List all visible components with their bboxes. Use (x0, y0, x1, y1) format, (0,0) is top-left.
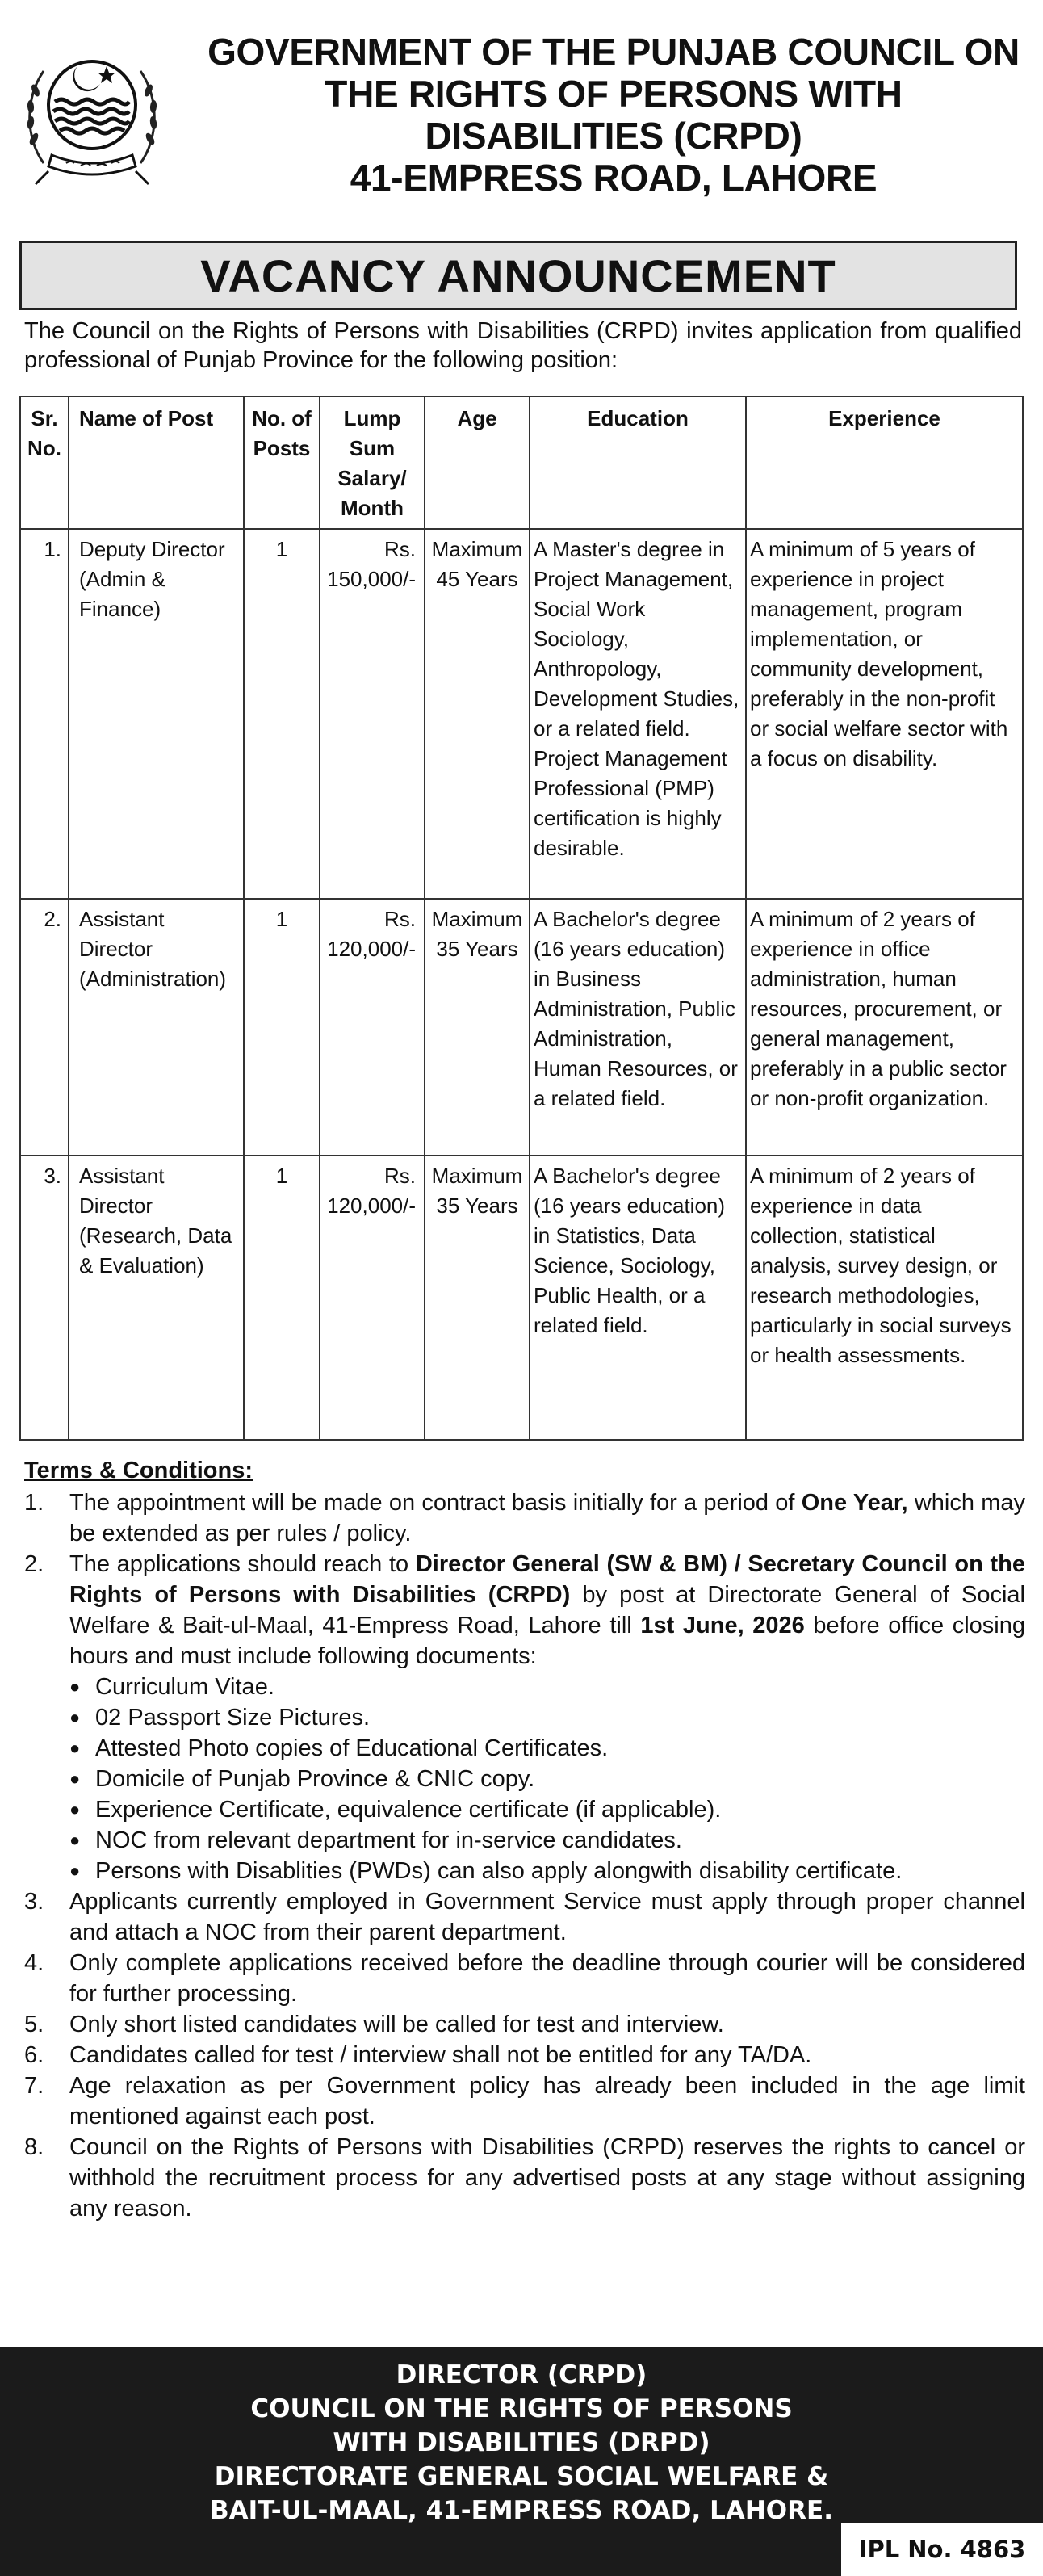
list-item-text: Attested Photo copies of Educational Certificates. (95, 1735, 609, 1761)
footer-line: WITH DISABILITIES (DRPD) (333, 2428, 710, 2457)
column-header-post: Name of Post (69, 396, 244, 529)
term-number: 3. (24, 1889, 44, 1915)
cell-experience: A minimum of 2 years of experience in office administration, human resources, procurement, or general management, preferably in a public sector or non-profit organization. (746, 899, 1023, 1156)
term-text (69, 1549, 1025, 1886)
table-header-row (20, 396, 1023, 529)
term-item (24, 2132, 1025, 2224)
header-line: 41-EMPRESS ROAD, LAHORE (350, 157, 878, 199)
bullet-icon: ● (69, 1830, 81, 1850)
list-item-text: 02 Passport Size Pictures. (95, 1705, 371, 1731)
term-text-part: before office closing hours and must include following documents: (69, 1613, 1025, 1669)
bullet-icon: ● (69, 1768, 81, 1789)
list-item-text: Experience Certificate, equivalence certificate (if applicable). (95, 1797, 722, 1823)
list-item (69, 1825, 1025, 1856)
bullet-icon: ● (69, 1707, 81, 1727)
issuer-address (0, 2358, 1043, 2528)
term-item (24, 2040, 1025, 2070)
term-item (24, 1549, 1025, 1886)
cell-salary: Rs. 150,000/- (320, 529, 425, 899)
punjab-government-emblem-icon (19, 42, 165, 187)
cell-experience: A minimum of 5 years of experience in project management, program implementation, or community development, preferably in the non-profit or social welfare sector with a focus on disability. (746, 529, 1023, 899)
cell-age: Maximum 45 Years (425, 529, 530, 899)
cell-post: Assistant Director (Administration) (69, 899, 244, 1156)
term-text-bold: Director General (SW & BM) / Secretary Council on the Rights of Persons with Disabilities (CRPD) (69, 1551, 1025, 1608)
list-item-text: Curriculum Vitae. (95, 1674, 274, 1700)
column-header-age: Age (425, 396, 530, 529)
term-text-bold: One Year, (801, 1490, 908, 1516)
cell-post: Deputy Director (Admin & Finance) (69, 529, 244, 899)
term-number: 2. (24, 1551, 44, 1577)
term-text: Age relaxation as per Government policy has already been included in the age limit mentioned against each post. (69, 2073, 1025, 2129)
term-text-bold: 1st June, 2026 (640, 1613, 805, 1638)
column-header-education: Education (530, 396, 746, 529)
cell-education: A Bachelor's degree (16 years education) in Business Administration, Public Administration, Human Resources, or a related field. (530, 899, 746, 1156)
list-item (69, 1764, 1025, 1794)
term-text: Only complete applications received before the deadline through courier will be considered for further processing. (69, 1950, 1025, 2007)
bullet-icon: ● (69, 1861, 81, 1881)
cell-salary: Rs. 120,000/- (320, 899, 425, 1156)
term-number: 8. (24, 2134, 44, 2160)
column-header-salary: Lump Sum Salary/ Month (320, 396, 425, 529)
table-row (20, 1156, 1023, 1440)
bullet-icon: ● (69, 1738, 81, 1758)
term-item (24, 2009, 1025, 2040)
column-header-posts: No. of Posts (244, 396, 320, 529)
list-item (69, 1856, 1025, 1886)
list-item (69, 1733, 1025, 1764)
terms-title: Terms & Conditions: (24, 1458, 253, 1483)
table-row (20, 529, 1023, 899)
term-text-part: The appointment will be made on contract basis initially for a period of (69, 1490, 802, 1516)
cell-age: Maximum 35 Years (425, 899, 530, 1156)
cell-sr: 3. (20, 1156, 69, 1440)
term-item (24, 1487, 1025, 1549)
cell-posts: 1 (244, 899, 320, 1156)
cell-posts: 1 (244, 529, 320, 899)
issuer-footer (0, 2347, 1043, 2576)
bullet-icon: ● (69, 1799, 81, 1819)
cell-experience: A minimum of 2 years of experience in data collection, statistical analysis, survey design, or research methodologies, particularly in social surveys or health assessments. (746, 1156, 1023, 1440)
table-row (20, 899, 1023, 1156)
list-item (69, 1794, 1025, 1825)
header-line: THE RIGHTS OF PERSONS WITH (325, 73, 903, 115)
term-text (69, 1487, 1025, 1549)
term-number: 6. (24, 2042, 44, 2068)
term-item (24, 1948, 1025, 2009)
vacancy-table (19, 396, 1024, 1441)
bullet-icon: ● (69, 1676, 81, 1697)
ipl-number: IPL No. 4863 (841, 2523, 1043, 2576)
footer-line: DIRECTORATE GENERAL SOCIAL WELFARE & (214, 2462, 829, 2491)
cell-education: A Bachelor's degree (16 years education) in Statistics, Data Science, Sociology, Public Health, or a related field. (530, 1156, 746, 1440)
terms-and-conditions (24, 1455, 1025, 2224)
term-text: Council on the Rights of Persons with Disabilities (CRPD) reserves the rights to cancel or withhold the recruitment process for any advertised posts at any stage without assigning any reason. (69, 2134, 1025, 2221)
term-text: Only short listed candidates will be called for test and interview. (69, 2012, 724, 2037)
cell-sr: 1. (20, 529, 69, 899)
list-item-text: NOC from relevant department for in-service candidates. (95, 1827, 682, 1853)
list-item-text: Domicile of Punjab Province & CNIC copy. (95, 1766, 535, 1792)
intro-paragraph: The Council on the Rights of Persons with Disabilities (CRPD) invites application from qualified professional of Punjab Province for the following position: (24, 318, 1022, 373)
list-item-text: Persons with Disablities (PWDs) can also apply alongwith disability certificate. (95, 1858, 903, 1884)
term-text: Applicants currently employed in Government Service must apply through proper channel and attach a NOC from their parent department. (69, 1889, 1025, 1945)
term-item (24, 2070, 1025, 2132)
header-line: DISABILITIES (CRPD) (425, 115, 802, 157)
column-header-experience: Experience (746, 396, 1023, 529)
term-text-part: which may be extended as per rules / policy. (69, 1490, 1026, 1546)
term-text: Candidates called for test / interview shall not be entitled for any TA/DA. (69, 2042, 812, 2068)
footer-line: DIRECTOR (CRPD) (396, 2360, 647, 2389)
cell-sr: 2. (20, 899, 69, 1156)
list-item (69, 1672, 1025, 1702)
term-text-part: by post at Directorate General of Social Welfare & Bait-ul-Maal, 41-Empress Road, Lahore till (69, 1582, 1025, 1638)
cell-salary: Rs. 120,000/- (320, 1156, 425, 1440)
header-line: GOVERNMENT OF THE PUNJAB COUNCIL ON (207, 31, 1020, 73)
column-header-sr: Sr. No. (20, 396, 69, 529)
cell-posts: 1 (244, 1156, 320, 1440)
footer-line: COUNCIL ON THE RIGHTS OF PERSONS (250, 2394, 793, 2423)
term-number: 7. (24, 2073, 44, 2099)
cell-education: A Master's degree in Project Management, Social Work Sociology, Anthropology, Development Studies, or a related field. Project Management Professional (PMP) certification is highly desirable. (530, 529, 746, 899)
term-text-part: The applications should reach to (69, 1551, 416, 1577)
organization-header (202, 31, 1025, 199)
term-number: 5. (24, 2012, 44, 2037)
cell-age: Maximum 35 Years (425, 1156, 530, 1440)
term-number: 1. (24, 1490, 44, 1516)
term-number: 4. (24, 1950, 44, 1976)
term-item (24, 1886, 1025, 1948)
list-item (69, 1702, 1025, 1733)
footer-line: BAIT-UL-MAAL, 41-EMPRESS ROAD, LAHORE. (210, 2496, 833, 2525)
cell-post: Assistant Director (Research, Data & Evaluation) (69, 1156, 244, 1440)
vacancy-announcement-banner: VACANCY ANNOUNCEMENT (19, 241, 1017, 310)
required-documents-list (69, 1672, 1025, 1886)
